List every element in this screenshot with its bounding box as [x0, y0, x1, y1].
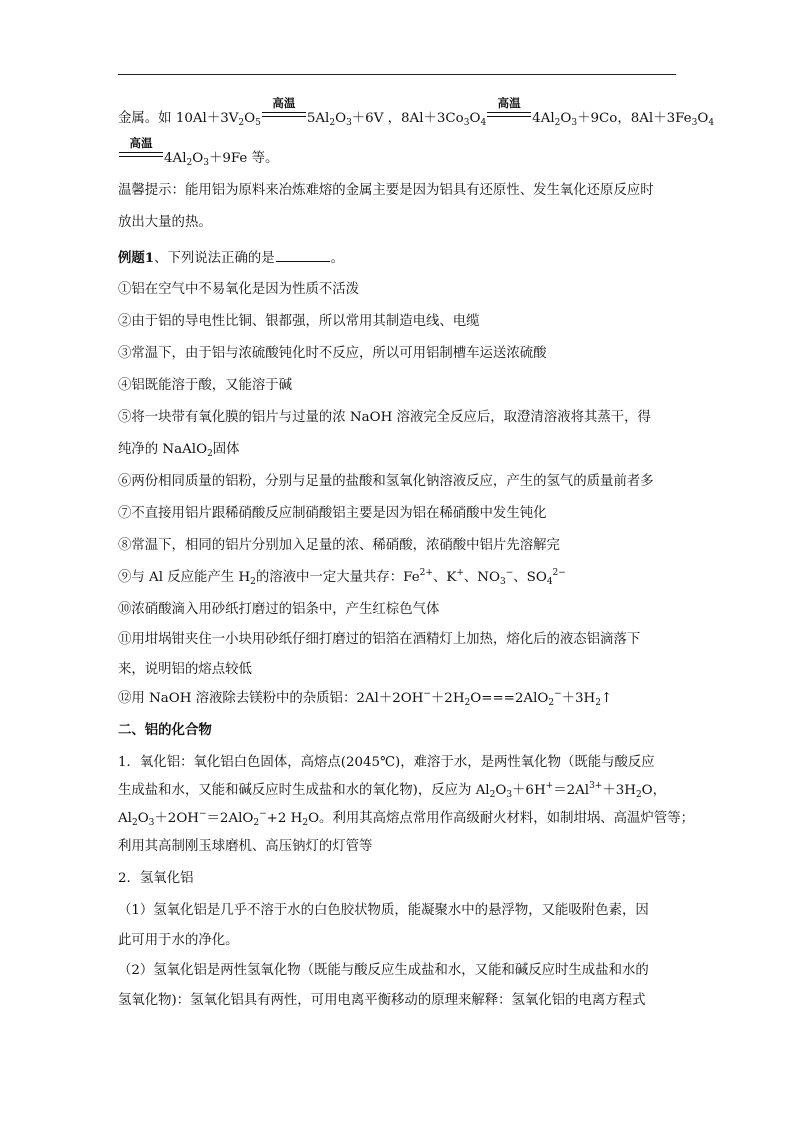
list-item: ⑦不直接用铝片跟稀硝酸反应制硝酸铝主要是因为铝在稀硝酸中发生钝化 — [118, 506, 547, 521]
tip-line-2: 放出大量的热。 — [118, 215, 212, 230]
paragraph-line: 此可用于水的净化。 — [118, 933, 239, 948]
list-item: ①铝在空气中不易氧化是因为性质不活泼 — [118, 282, 360, 297]
example-label: 例题1 — [118, 250, 155, 266]
tip-line-1: 温馨提示：能用铝为原料来冶炼难熔的金属主要是因为铝具有还原性、发生氧化还原反应时 — [118, 183, 654, 198]
paragraph-line: 1．氧化铝：氧化铝白色固体，高熔点(2045℃)，难溶于水，是两性氧化物（既能与酸反应 — [118, 755, 655, 770]
subsection-title: 2．氢氧化铝 — [118, 871, 194, 886]
paragraph-line: 利用其高制刚玉球磨机、高压钠灯的灯管等 — [118, 839, 373, 854]
list-item: ⑨与 Al 反应能产生 $H_2$的溶液中一定大量共存：$Fe^{2+}$、K+、$NO_3^-$、$SO_4^{2-}$ — [118, 568, 566, 587]
reaction-condition: 高温 — [262, 110, 306, 120]
reaction-condition: 高温 — [487, 110, 531, 120]
list-item: ⑫用 NaOH 溶液除去镁粉中的杂质铝：$2Al+2OH^-+2H_2O===2AlO_2^-+3H_2↑$ — [118, 689, 613, 708]
list-item: ②由于铝的导电性比铜、银都强，所以常用其制造电线、电缆 — [118, 314, 480, 329]
paragraph-line: （1）氢氧化铝是几乎不溶于水的白色胶状物质，能凝聚水中的悬浮物，又能吸附色素，因 — [118, 903, 649, 918]
paragraph-line: 氢氧化物)：氢氧化铝具有两性，可用电离平衡移动的原理来解释：氢氧化铝的电离方程式 — [118, 993, 646, 1008]
equation-line-2: 高温 $4Al_2O_3+9Fe$ 等。 — [118, 150, 678, 168]
list-item: ⑪用坩埚钳夹住一小块用砂纸仔细打磨过的铝箔在酒精灯上加热，熔化后的液态铝滴落下 — [118, 632, 641, 647]
list-item: ⑧常温下，相同的铝片分别加入足量的浓、稀硝酸，浓硝酸中铝片先溶解完 — [118, 538, 560, 553]
example-question: 例题1、下列说法正确的是 。 — [118, 250, 345, 266]
answer-blank — [276, 249, 330, 262]
list-item: ⑩浓硝酸滴入用砂纸打磨过的铝条中，产生红棕色气体 — [118, 602, 440, 617]
reaction-condition: 高温 — [119, 150, 163, 160]
paragraph-line: 生成盐和水，又能和碱反应时生成盐和水的氧化物)，反应为 $Al_2O_3+6H^+=2Al^{3+}+3H_2O$， — [118, 781, 667, 800]
equation-line-1: 金属。如 $10Al+3V_2O_5$ 高温 $5Al_2O_3+6V$ ，$8Al+3Co_3O_4$ 高温 $4Al_2O_3+9Co$，$8Al+3Fe_3O_4$ — [118, 96, 715, 128]
section-heading: 二、铝的化合物 — [118, 722, 212, 738]
list-item: ③常温下，由于铝与浓硫酸钝化时不反应，所以可用铝制槽车运送浓硫酸 — [118, 346, 547, 361]
list-item-continued: 来，说明铝的熔点较低 — [118, 662, 252, 677]
list-item: ⑤将一块带有氧化膜的铝片与过量的浓 NaOH 溶液完全反应后，取澄清溶液将其蒸干，得 — [118, 410, 651, 425]
list-item-continued: 纯净的 NaAlO$_2$固体 — [118, 442, 240, 459]
list-item: ④铝既能溶于酸，又能溶于碱 — [118, 378, 293, 393]
paragraph-line: $Al_2O_3+2OH^-=2AlO_2^-+2$ $H_2O$。利用其高熔点常用作高级耐火材料，如制坩埚、高温炉管等； — [118, 809, 694, 828]
paragraph-line: （2）氢氧化铝是两性氢氧化物（既能与酸反应生成盐和水，又能和碱反应时生成盐和水的 — [118, 963, 649, 978]
header-rule — [118, 74, 676, 75]
list-item: ⑥两份相同质量的铝粉，分别与足量的盐酸和氢氧化钠溶液反应，产生的氢气的质量前者多 — [118, 474, 654, 489]
